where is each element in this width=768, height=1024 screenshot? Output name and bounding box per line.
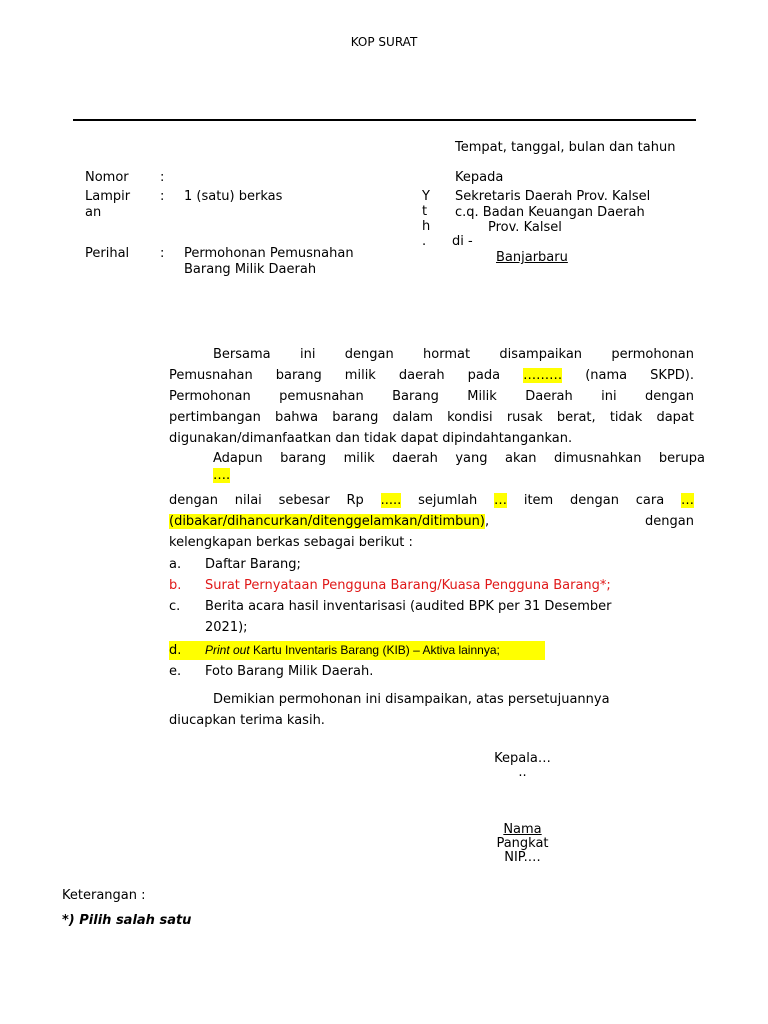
p1-line5: digunakan/dimanfaatkan dan tidak dapat dipindahtangankan.	[169, 431, 573, 446]
method-options: (dibakar/dihancurkan/ditenggelamkan/ditimbun)	[169, 514, 485, 529]
p2-line1: Adapun barang milik daerah yang akan dimusnahkan berupa	[213, 451, 705, 466]
yth-char: h	[422, 219, 431, 234]
p1-line4: pertimbangan bahwa barang dalam kondisi rusak berat, tidak dapat	[169, 410, 694, 425]
lampiran-value: 1 (satu) berkas	[184, 189, 283, 204]
p1-line3: Permohonan pemusnahan Barang Milik Daerah ini dengan	[169, 389, 694, 404]
signature-title	[460, 752, 585, 780]
list-letter: b.	[169, 578, 182, 593]
list-letter: e.	[169, 664, 182, 679]
list-item-a	[169, 554, 301, 575]
p2-line1-block	[213, 450, 705, 484]
yth-char: .	[422, 234, 427, 249]
p1-line2-text: Pemusnahan barang milik daerah pada	[169, 368, 501, 383]
signer-name: Nama	[503, 822, 542, 837]
p2-line3-end: dengan	[645, 514, 694, 529]
p2-line3	[169, 511, 694, 532]
letterhead-title: KOP SURAT	[350, 35, 418, 49]
p2-line2-text-a: dengan nilai sebesar Rp	[169, 493, 364, 508]
paragraph-items	[169, 490, 694, 553]
method-options-comma: ,	[484, 514, 490, 529]
method-placeholder: …	[681, 493, 694, 508]
p1-line2-end: (nama SKPD).	[585, 368, 694, 383]
p2-line1-tail	[213, 467, 705, 484]
method-options-group	[169, 514, 489, 529]
list-item-c	[169, 596, 611, 638]
list-text: Surat Pernyataan Pengguna Barang/Kuasa Pengguna Barang*;	[205, 578, 611, 593]
perihal-colon: :	[160, 246, 165, 261]
p1-line1: Bersama ini dengan hormat disampaikan permohonan	[213, 347, 694, 362]
yth-label	[422, 189, 434, 249]
list-letter: d.	[169, 643, 182, 658]
count-placeholder: …	[494, 493, 508, 508]
lampiran-label-part1: Lampir	[85, 189, 131, 204]
list-item-d-highlight	[169, 641, 545, 660]
yth-char: Y	[422, 189, 430, 204]
recipient-line3: Prov. Kalsel	[488, 220, 562, 235]
list-item-b	[169, 575, 611, 596]
keterangan-label: Keterangan :	[62, 888, 146, 903]
p1-line2	[169, 365, 694, 386]
skpd-placeholder: ………	[523, 368, 563, 383]
letterhead-divider	[73, 119, 696, 121]
nomor-label: Nomor	[85, 170, 129, 185]
footnote: *) Pilih salah satu	[62, 913, 192, 928]
signature-title-line2: ..	[518, 765, 527, 780]
list-text: Daftar Barang;	[205, 557, 301, 572]
nomor-colon: :	[160, 170, 165, 185]
list-letter: a.	[169, 557, 182, 572]
value-placeholder: .....	[380, 493, 402, 508]
place-date: Tempat, tanggal, bulan dan tahun	[455, 140, 676, 155]
paragraph-opening	[169, 344, 694, 449]
p2-line4: kelengkapan berkas sebagai berikut :	[169, 535, 413, 550]
list-text-cont: 2021);	[205, 620, 248, 635]
perihal-label: Perihal	[85, 246, 130, 261]
di-label: di -	[452, 234, 473, 249]
list-item-e	[169, 661, 373, 682]
p2-line2-text-b: sejumlah	[418, 493, 478, 508]
lampiran-label	[85, 189, 157, 221]
perihal-value-line1: Permohonan Pemusnahan	[184, 246, 354, 261]
signature-title-line1: Kepala…	[494, 751, 551, 766]
recipient-line1: Sekretaris Daerah Prov. Kalsel	[455, 189, 651, 204]
lampiran-colon: :	[160, 189, 165, 204]
list-letter: c.	[169, 599, 181, 614]
kepada-label: Kepada	[455, 170, 504, 185]
yth-char: t	[422, 204, 428, 219]
list-text: Foto Barang Milik Daerah.	[205, 664, 374, 679]
perihal-value	[184, 246, 399, 278]
p3-line2: diucapkan terima kasih.	[169, 713, 325, 728]
recipient-line2: c.q. Badan Keuangan Daerah	[455, 205, 645, 220]
signer-rank: Pangkat	[496, 836, 549, 851]
item-placeholder: ….	[213, 468, 231, 483]
list-item-d	[169, 640, 549, 661]
signature-block	[460, 823, 585, 865]
p3-line1: Demikian permohonan ini disampaikan, atas persetujuannya	[213, 692, 610, 707]
perihal-value-line2: Barang Milik Daerah	[184, 262, 317, 277]
list-text-italic: Print out	[205, 643, 250, 657]
signer-nip: NIP.…	[504, 850, 541, 865]
lampiran-label-part2: an	[85, 205, 102, 220]
list-text: Berita acara hasil inventarisasi (audited BPK per 31 Desember	[205, 599, 612, 614]
p2-line2	[169, 490, 694, 511]
city-name: Banjarbaru	[496, 250, 568, 265]
p2-line2-text-c: item dengan cara	[523, 493, 665, 508]
list-text: Kartu Inventaris Barang (KIB) – Aktiva lainnya;	[249, 643, 500, 657]
